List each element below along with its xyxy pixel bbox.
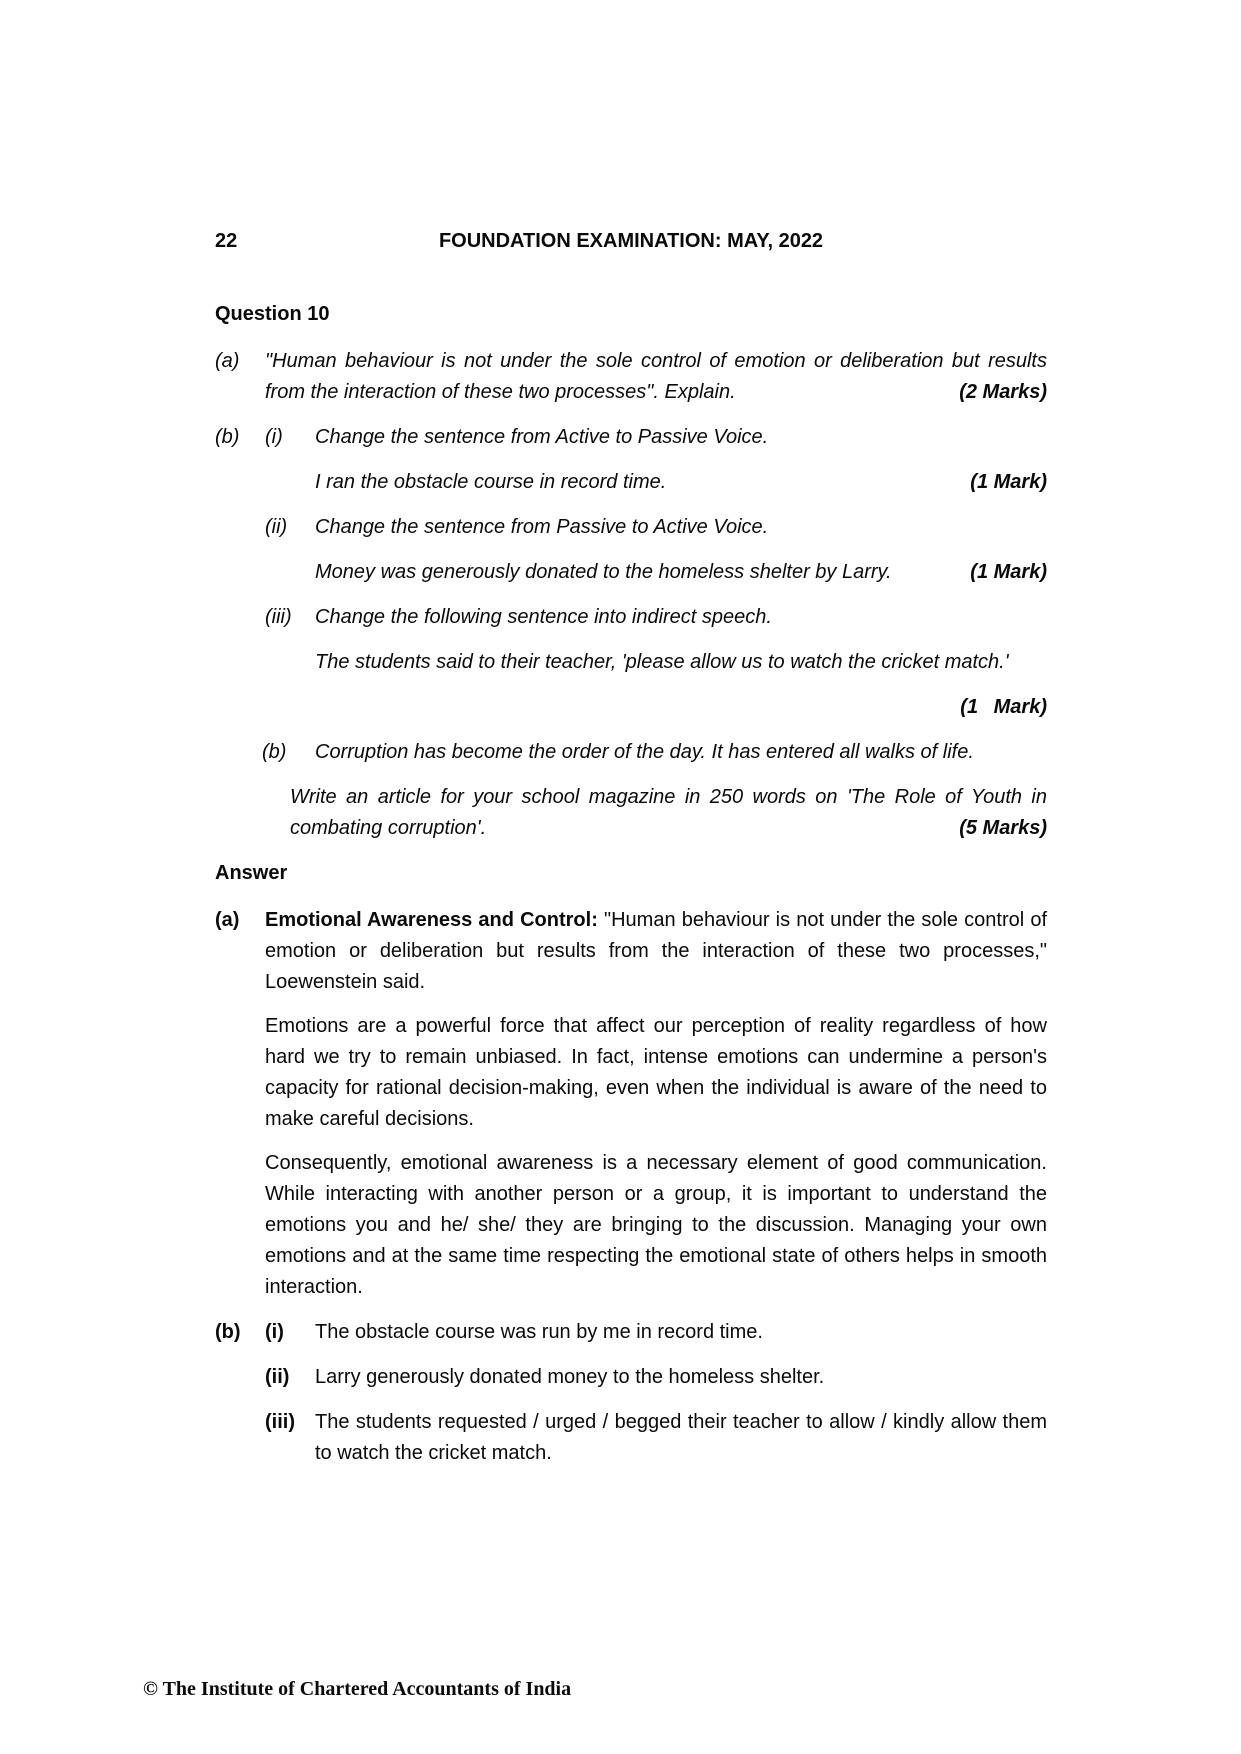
answer-a-paragraph-3: Consequently, emotional awareness is a necessary element of good communication. While interacting with another person or a group, it is important to understand the emotions you and he/ she/ they are bringing to the discussion. Managing your own emotions and at the same time respecting the emotional state of others helps in smooth interaction.	[265, 1152, 1047, 1298]
answer-a-paragraph-2: Emotions are a powerful force that affect our perception of reality regardless of how hard we try to remain unbiased. In fact, intense emotions can undermine a person's capacity for rational decision-making, even when the individual is aware of the need to make careful decisions.	[265, 1015, 1047, 1130]
question-b2-label: (b)	[262, 741, 287, 763]
document-page-content	[215, 226, 1047, 1483]
question-b2-task-paragraph	[290, 782, 1047, 844]
spacer	[215, 1362, 265, 1393]
spacer	[215, 557, 265, 588]
answer-a-lead: Emotional Awareness and Control:	[265, 909, 598, 931]
answer-a-label: (a)	[215, 909, 240, 931]
question-b-iii-sentence-line	[315, 647, 1047, 678]
question-a-paragraph	[265, 346, 1047, 408]
question-a-text: "Human behaviour is not under the sole control of emotion or deliberation but results from the interaction of these two processes". Explain.	[265, 350, 1047, 403]
question-b-i-sentence-row	[215, 467, 1047, 498]
question-b-iii-label: (iii)	[265, 606, 292, 628]
answer-b-iii-label: (iii)	[265, 1411, 295, 1433]
question-b2-statement-row	[262, 737, 1047, 768]
question-b-i-instruction: Change the sentence from Active to Passive Voice.	[315, 426, 769, 448]
question-b-iii-instruction-row	[215, 602, 1047, 633]
question-b2-task: Write an article for your school magazine in 250 words on 'The Role of Youth in combating corruption'.	[290, 786, 1047, 839]
question-b-i-label: (i)	[265, 426, 283, 448]
answer-item-a	[215, 905, 1047, 1303]
question-b-ii-instruction: Change the sentence from Passive to Active Voice.	[315, 516, 769, 538]
answer-a-body	[265, 905, 1047, 1303]
answer-b-iii-row	[215, 1407, 1047, 1469]
question-b-ii-label: (ii)	[265, 516, 288, 538]
question-b-ii-instruction-row	[215, 512, 1047, 543]
question-b-i-sentence-line	[315, 467, 1047, 498]
page-number: 22	[215, 230, 238, 252]
answer-a-paragraph-1	[265, 905, 1047, 998]
answer-b-i-text: The obstacle course was run by me in record time.	[315, 1321, 763, 1343]
question-b-ii-sentence-row	[215, 557, 1047, 588]
spacer	[215, 692, 265, 723]
answer-heading: Answer	[215, 862, 288, 884]
answer-b-ii-label: (ii)	[265, 1366, 290, 1388]
question-b-iii-sentence-row	[215, 647, 1047, 678]
spacer	[215, 647, 265, 678]
spacer	[265, 557, 315, 588]
answer-b-ii-row	[215, 1362, 1047, 1393]
question-b-iii-sentence: The students said to their teacher, 'please allow us to watch the cricket match.'	[315, 651, 1009, 673]
spacer	[215, 1407, 265, 1469]
spacer	[215, 467, 265, 498]
question-b-ii-sentence-line	[315, 557, 1047, 588]
spacer	[215, 602, 265, 633]
question-b2-marks: (5 Marks)	[959, 817, 1047, 839]
answer-a-p1-text: "Human behaviour is not under the sole control of emotion or deliberation but results from the interaction of these two processes," Loewenstein said.	[265, 909, 1047, 993]
spacer	[215, 512, 265, 543]
answer-b-i-label: (i)	[265, 1321, 284, 1343]
question-b-iii-marks: (1 Mark)	[960, 696, 1047, 718]
question-b2-statement: Corruption has become the order of the day. It has entered all walks of life.	[315, 741, 974, 763]
spacer	[265, 467, 315, 498]
question-b-iii-marks-line	[315, 692, 1047, 723]
copyright-footer: © The Institute of Chartered Accountants of India	[143, 1678, 572, 1700]
question-b-ii-sentence: Money was generously donated to the homeless shelter by Larry.	[315, 561, 892, 583]
spacer	[265, 692, 315, 723]
header-title: FOUNDATION EXAMINATION: MAY, 2022	[438, 230, 824, 252]
question-b-label: (b)	[215, 426, 240, 448]
answer-b-label: (b)	[215, 1321, 241, 1343]
question-b2-task-row	[290, 782, 1047, 844]
question-a-label: (a)	[215, 350, 240, 372]
question-item-a	[215, 346, 1047, 408]
spacer	[265, 647, 315, 678]
question-a-marks: (2 Marks)	[959, 381, 1047, 403]
question-b-iii-instruction: Change the following sentence into indirect speech.	[315, 606, 772, 628]
answer-b-i-row	[215, 1317, 1047, 1348]
question-b-i-sentence: I ran the obstacle course in record time.	[315, 471, 667, 493]
answer-b-ii-text: Larry generously donated money to the homeless shelter.	[315, 1366, 825, 1388]
question-b-i-marks: (1 Mark)	[970, 471, 1047, 493]
question-b-ii-marks: (1 Mark)	[970, 561, 1047, 583]
answer-b-iii-text: The students requested / urged / begged their teacher to allow / kindly allow them to watch the cricket match.	[315, 1411, 1047, 1464]
page-header	[215, 226, 1047, 257]
question-b-i-instruction-row	[215, 422, 1047, 453]
question-b-iii-marks-row	[215, 692, 1047, 723]
question-heading: Question 10	[215, 303, 330, 325]
